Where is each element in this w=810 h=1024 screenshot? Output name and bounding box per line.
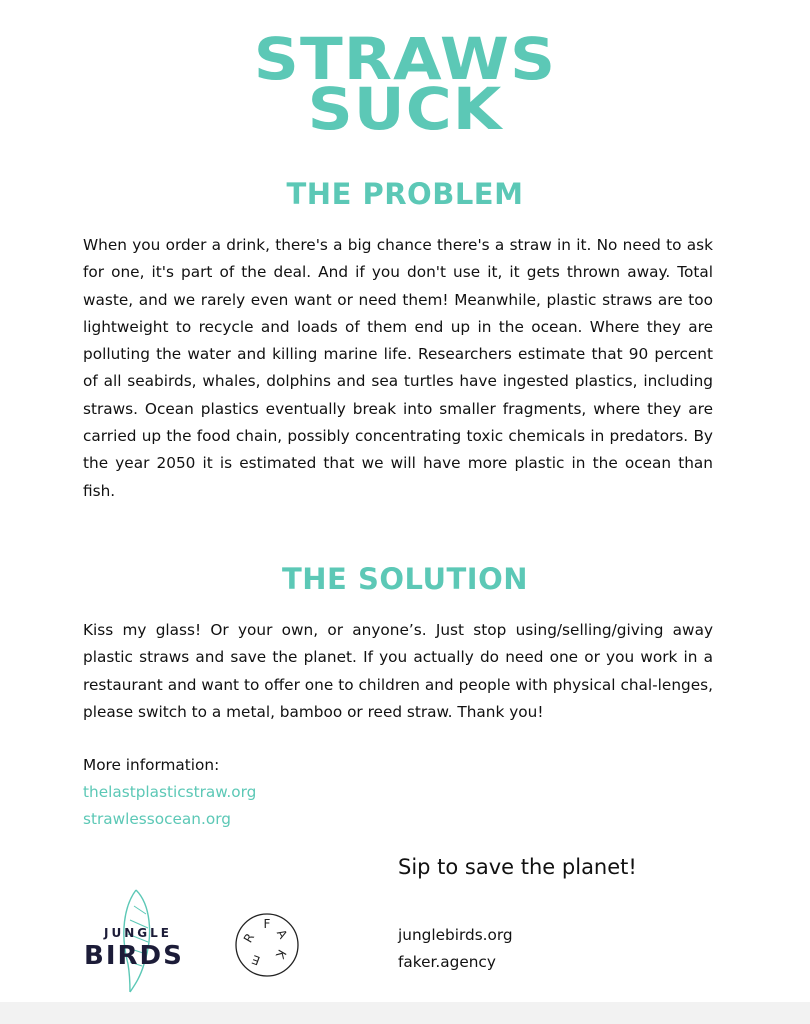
problem-heading: THE PROBLEM [286,177,524,211]
problem-paragraph: When you order a drink, there's a big chance there's a straw in it. No need to ask for one, it's part of the deal. And if you don't use it, it gets thrown away. Total waste, and we rarely even want or need them! Meanwhile, plastic straws are too lightweight to recycle and loads of them end up in the ocean. Where they are polluting the water and killing marine life. Researchers estimate that 90 percent of all seabirds, whales, dolphins and sea turtles have ingested plastics, including straws. Ocean plastics eventually break into smaller fragments, where they are carried up the food chain, possibly concentrating toxic chemicals in predators. By the year 2050 it is estimated that we will have more plastic in the ocean than fish. [83,236,713,500]
solution-paragraph: Kiss my glass! Or your own, or anyone’s. Just stop using/selling/giving away plastic straws and save the planet. If you actually do need one or you work in a restaurant and want to offer one to children and people with physical chal-lenges, please switch to a metal, bamboo or reed straw. Thank you! [83,621,713,721]
footer-site-faker: faker.agency [398,953,496,971]
junglebirds-word-jungle: JUNGLE [104,926,172,940]
faker-logo [234,912,300,978]
junglebirds-logo [84,886,194,996]
junglebirds-word-birds: BIRDS [84,941,184,971]
link-thelastplasticstraw[interactable]: thelastplasticstraw.org [83,783,257,801]
faker-letter-r: R [240,930,258,946]
faker-letter-a: A [273,926,291,942]
faker-letter-e: E [250,952,262,968]
page-title-line-1: STRAWS [253,25,557,93]
footer-tagline: Sip to save the planet! [398,855,637,879]
solution-heading: THE SOLUTION [282,562,528,596]
more-information-label: More information: [83,756,220,774]
page-title-line-2: SUCK [307,75,503,143]
footer-site-junglebirds: junglebirds.org [398,926,513,944]
faker-letter-f: F [263,917,271,931]
link-strawlessocean[interactable]: strawlessocean.org [83,810,231,828]
faker-letter-k: K [272,947,290,961]
